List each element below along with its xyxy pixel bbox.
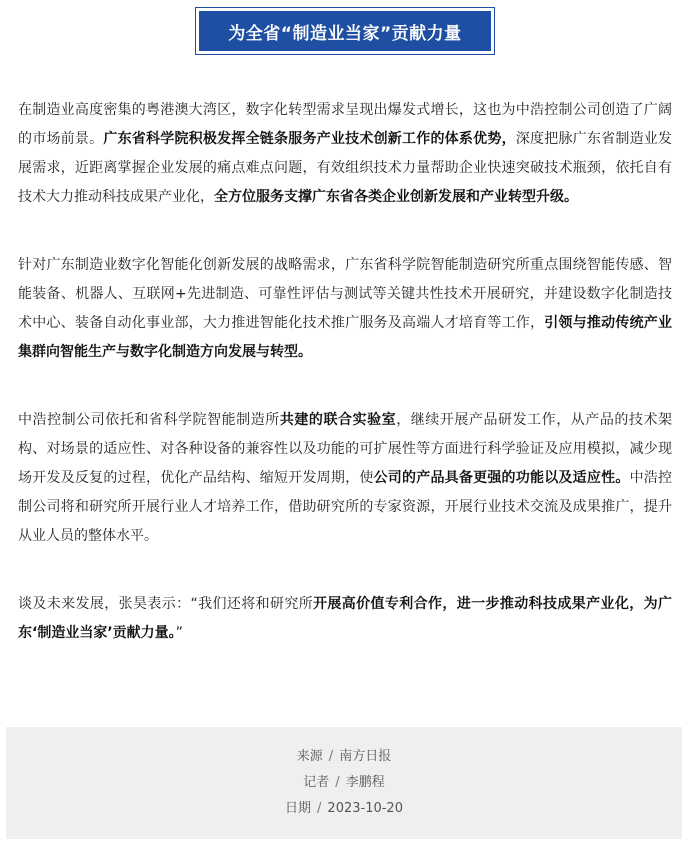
emphasized-text: 共建的联合实验室 — [279, 412, 397, 428]
emphasized-text: 公司的产品具备更强的功能以及适应性。 — [373, 470, 630, 486]
body-text: ，继续开展产品研发工作，从产品的技术架构、对场景的适应性、对各种设备的兼容性以及功能的可扩展性等方面进行科学验证及应用模拟，减少现场开发及反复的过程，优化产品结构、缩短开发周期，使 — [18, 412, 673, 486]
date-line — [285, 796, 403, 822]
paragraph — [18, 96, 672, 212]
body-text: 中浩控制公司依托和省科学院智能制造所 — [18, 412, 280, 428]
article-body — [18, 96, 672, 687]
article-title-banner — [196, 8, 494, 54]
paragraph — [18, 590, 672, 648]
emphasized-text: 广东省科学院积极发挥全链条服务产业技术创新工作的体系优势， — [103, 131, 516, 147]
body-text: 在制造业高度密集的粤港澳大湾区，数字化转型需求呈现出爆发式增长，这也为中浩控制公司创造了广阔的市场前景。 — [18, 102, 672, 147]
paragraph — [18, 251, 672, 367]
emphasized-text: 开展高价值专利合作，进一步推动科技成果产业化，为广东‘制造业当家’贡献力量。 — [18, 596, 672, 641]
body-text: 深度把脉广东省制造业发展需求，近距离掌握企业发展的痛点难点问题，有效组织技术力量帮助企业快速突破技术瓶颈，依托自有技术大力推动科技成果产业化， — [18, 131, 673, 205]
emphasized-text: 引领与推动传统产业集群向智能生产与数字化制造方向发展与转型。 — [18, 315, 673, 360]
body-text: 中浩控制公司将和研究所开展行业人才培养工作，借助研究所的专家资源，开展行业技术交流及成果推广，提升从业人员的整体水平。 — [18, 470, 673, 544]
date-value: 2023-10-20 — [327, 801, 403, 816]
body-text: ” — [175, 625, 183, 641]
source-label: 来源 — [296, 749, 323, 764]
body-text: 针对广东制造业数字化智能化创新发展的战略需求，广东省科学院智能制造研究所重点围绕智能传感、智能装备、机器人、互联网+先进制造、可靠性评估与测试等关键共性技术开展研究，并建设数字化制造技术中心、装备自动化事业部，大力推进智能化技术推广服务及高端人才培育等工作， — [18, 257, 672, 331]
separator: / — [328, 749, 334, 764]
reporter-value: 李鹏程 — [345, 775, 385, 790]
separator: / — [317, 801, 322, 816]
reporter-line — [303, 770, 384, 796]
source-line — [297, 744, 391, 770]
paragraph — [18, 406, 672, 551]
article-footer — [6, 727, 682, 839]
reporter-label: 记者 — [303, 775, 330, 790]
date-label: 日期 — [285, 801, 312, 816]
emphasized-text: 全方位服务支撑广东省各类企业创新发展和产业转型升级。 — [214, 189, 578, 205]
body-text: 谈及未来发展，张昊表示：“我们还将和研究所 — [18, 596, 314, 612]
separator: / — [335, 775, 340, 790]
source-value: 南方日报 — [339, 749, 392, 764]
article-title: 为全省“制造业当家”贡献力量 — [228, 23, 462, 44]
